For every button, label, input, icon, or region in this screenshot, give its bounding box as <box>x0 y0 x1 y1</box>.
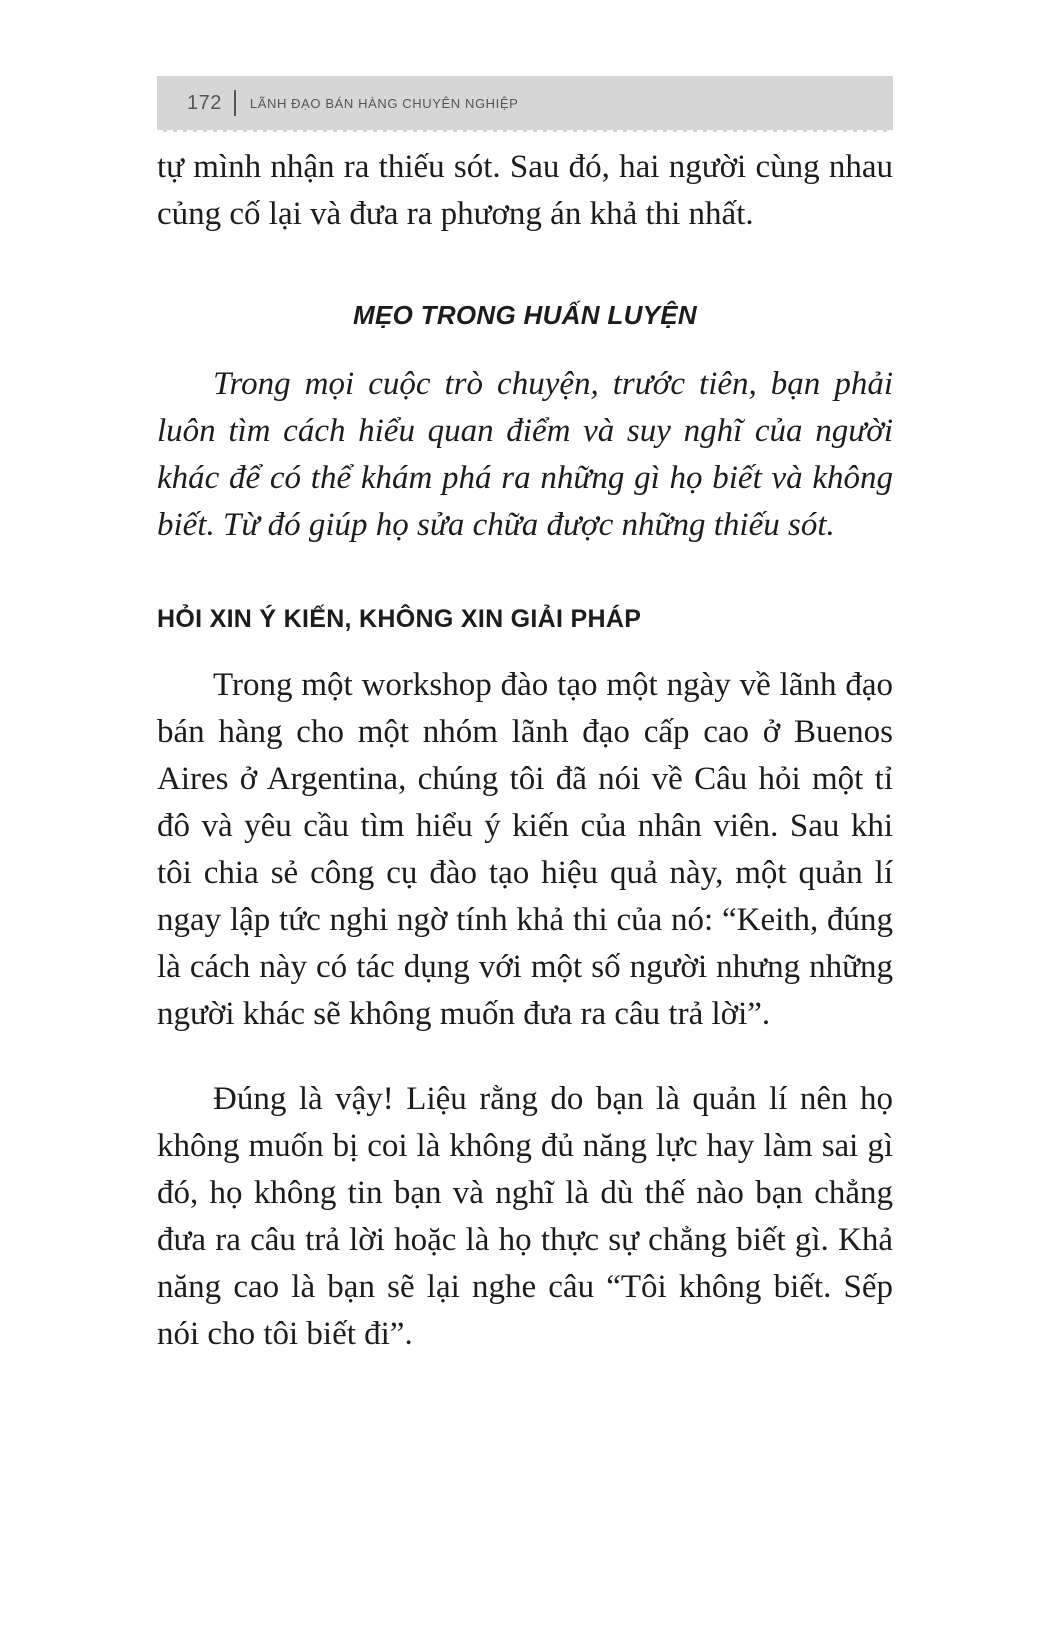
tip-text: Trong mọi cuộc trò chuyện, trước tiên, bạn phải luôn tìm cách hiểu quan điểm và suy nghĩ của người khác để có thể khám phá ra những gì họ biết và không biết. Từ đó giúp họ sửa chữa được những thiếu sót. <box>157 366 893 543</box>
running-title: LÃNH ĐẠO BÁN HÀNG CHUYÊN NGHIỆP <box>249 95 519 111</box>
body-paragraph-1: Trong một workshop đào tạo một ngày về lãnh đạo bán hàng cho một nhóm lãnh đạo cấp cao ở Buenos Aires ở Argentina, chúng tôi đã nói về Câu hỏi một tỉ đô và yêu cầu tìm hiểu ý kiến của nhân viên. Sau khi tôi chia sẻ công cụ đào tạo hiệu quả này, một quản lí ngay lập tức nghi ngờ tính khả thi của nó: “Keith, đúng là cách này có tác dụng với một số người nhưng những người khác sẽ không muốn đưa ra câu trả lời”. <box>157 667 893 1032</box>
tip-heading: MẸO TRONG HUẤN LUYỆN <box>353 300 697 330</box>
body-paragraph-2: Đúng là vậy! Liệu rằng do bạn là quản lí nên họ không muốn bị coi là không đủ năng lực hay làm sai gì đó, họ không tin bạn và nghĩ là dù thế nào bạn chẳng đưa ra câu trả lời hoặc là họ thực sự chẳng biết gì. Khả năng cao là bạn sẽ lại nghe câu “Tôi không biết. Sếp nói cho tôi biết đi”. <box>157 1081 893 1352</box>
page-number: 172 <box>187 91 222 114</box>
page-content <box>157 144 893 1358</box>
header-divider <box>234 90 236 116</box>
continuation-paragraph: tự mình nhận ra thiếu sót. Sau đó, hai người cùng nhau củng cố lại và đưa ra phương án khả thi nhất. <box>157 149 893 232</box>
paragraph-gap <box>157 1038 893 1076</box>
page-header <box>157 76 893 132</box>
section-heading: HỎI XIN Ý KIẾN, KHÔNG XIN GIẢI PHÁP <box>157 605 642 633</box>
